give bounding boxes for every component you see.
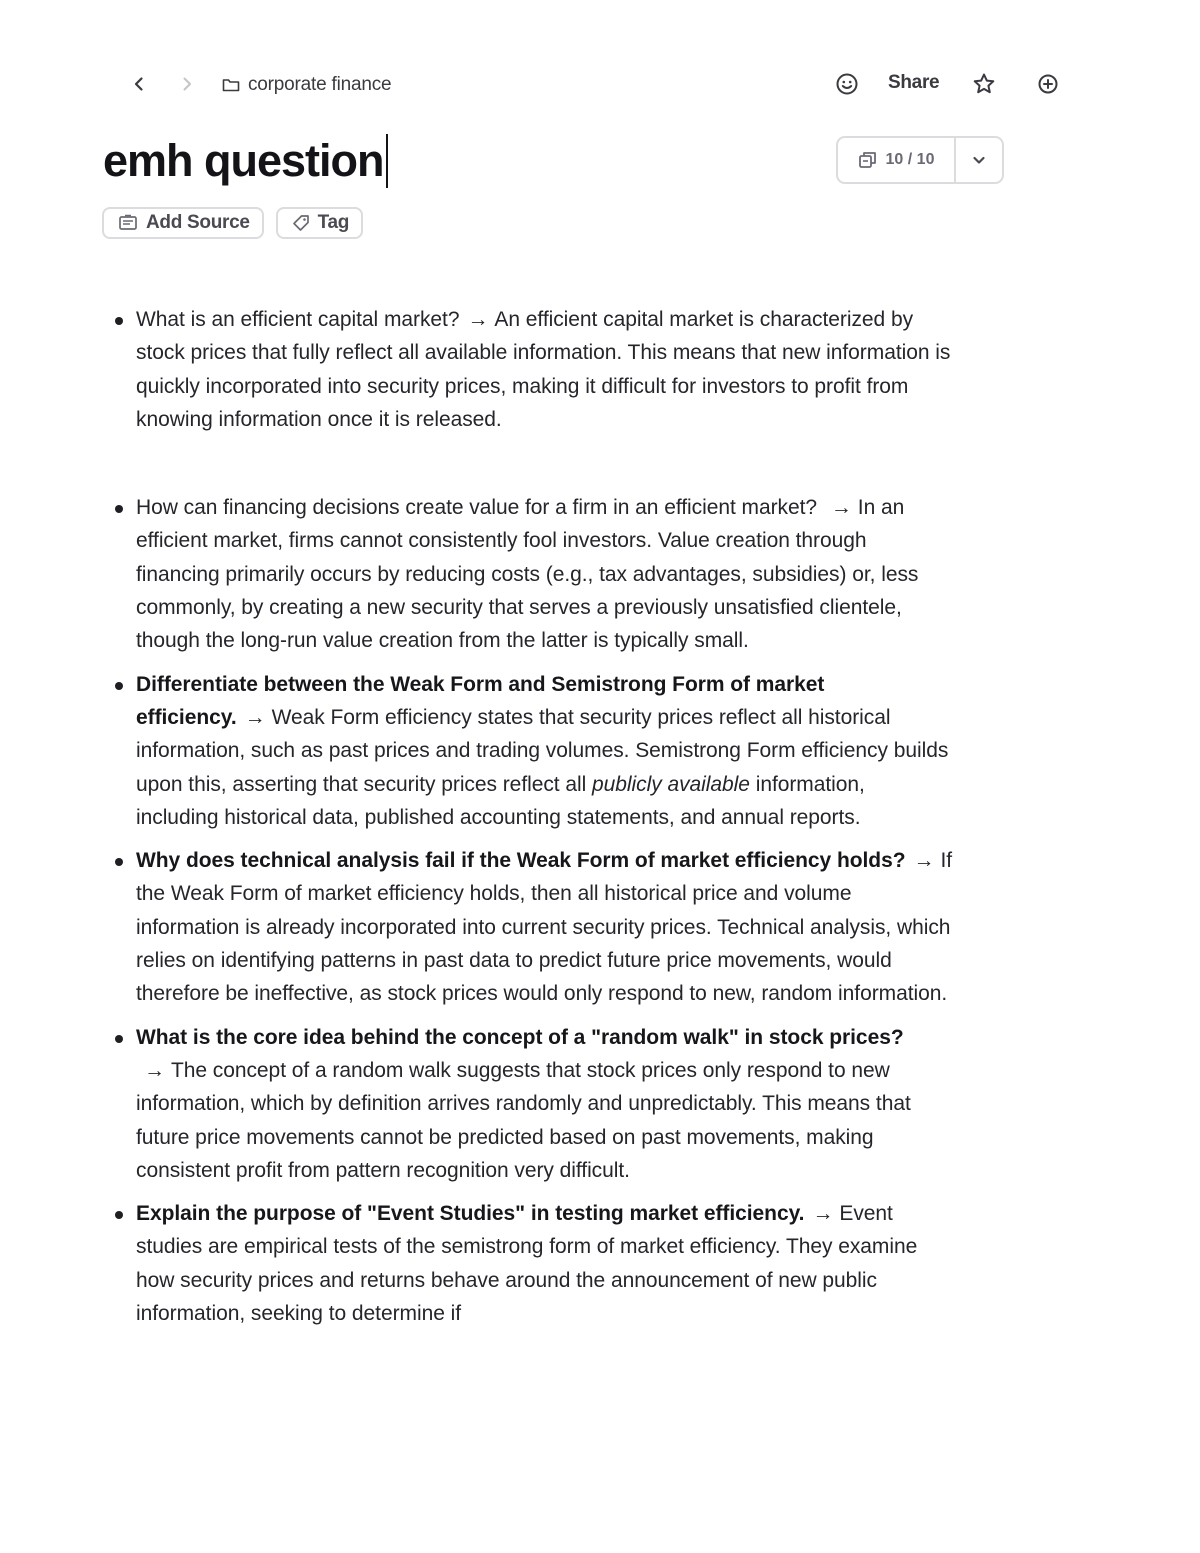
folder-icon xyxy=(222,77,240,93)
card-counter-button[interactable] xyxy=(838,138,954,182)
source-icon xyxy=(118,214,138,232)
list-item[interactable] xyxy=(112,668,952,834)
arrow-icon: → xyxy=(144,1058,165,1082)
chip-row xyxy=(102,207,363,239)
page-title-text[interactable]: emh question xyxy=(103,135,384,186)
arrow-icon: → xyxy=(830,496,852,520)
answer-text: The concept of a random walk suggests that stock prices only respond to new information, which by definition arrives randomly and unpredictably. This means that future price movements cannot be predicted based on past movements, making consistent profit from pattern recognition very difficult. xyxy=(136,1058,911,1182)
smiley-icon xyxy=(835,72,859,96)
answer-text: Event studies are empirical tests of the semistrong form of market efficiency. They examine how security prices and returns behave around the announcement of new public information, seeking to determine if xyxy=(136,1202,918,1326)
list-item[interactable] xyxy=(112,1197,952,1330)
back-button[interactable] xyxy=(125,70,153,98)
breadcrumb[interactable] xyxy=(222,72,391,98)
star-icon xyxy=(972,72,996,96)
add-source-label: Add Source xyxy=(146,212,250,233)
card-counter-label: 10 / 10 xyxy=(885,151,935,168)
list-item[interactable] xyxy=(112,1021,952,1187)
chevron-left-icon xyxy=(131,76,147,92)
page-title[interactable] xyxy=(103,134,388,188)
arrow-icon: → xyxy=(812,1202,834,1226)
share-button[interactable]: Share xyxy=(888,72,940,93)
arrow-icon: → xyxy=(913,849,935,873)
arrow-icon: → xyxy=(244,705,266,729)
answer-text: An efficient capital market is characterized by stock prices that fully reflect all available information. This means that new information is quickly incorporated into security prices, making it difficult for investors to profit from knowing information once it is released. xyxy=(136,308,951,431)
forward-button[interactable] xyxy=(173,70,201,98)
emoji-button[interactable] xyxy=(833,70,861,98)
question-text: How can financing decisions create value for a firm in an efficient market? xyxy=(136,496,818,520)
answer-text: In an efficient market, firms cannot consistently fool investors. Value creation through financing primarily occurs by reducing costs (e.g., tax advantages, subsidies) or, less commonly, by creating a new security that serves a previously unsatisfied clientele, though the long-run value creation from the latter is typically small. xyxy=(136,496,919,653)
cards-icon xyxy=(858,151,878,169)
add-button[interactable] xyxy=(1034,70,1062,98)
tag-button[interactable] xyxy=(276,207,363,239)
answer-text: If the Weak Form of market efficiency holds, then all historical price and volume information is already incorporated into current security prices. Technical analysis, which relies on identifying patterns in past data to predict future price movements, would therefore be ineffective, as stock prices would only respond to new, random information. xyxy=(136,849,953,1006)
card-counter xyxy=(836,136,1004,184)
tag-icon xyxy=(292,214,310,232)
answer-text-end: information, including historical data, published accounting statements, and annual reports. xyxy=(136,772,865,829)
tag-label: Tag xyxy=(317,212,350,233)
top-bar xyxy=(0,64,1200,104)
arrow-icon: → xyxy=(467,308,489,331)
question-text: Differentiate between the Weak Form and Semistrong Form of market efficiency. xyxy=(136,672,825,729)
chevron-down-icon xyxy=(971,152,987,168)
add-source-button[interactable] xyxy=(102,207,264,239)
chevron-right-icon xyxy=(179,76,195,92)
text-cursor xyxy=(386,134,388,188)
add-circle-icon xyxy=(1036,72,1060,96)
list-item[interactable] xyxy=(112,844,952,1010)
question-text: Why does technical analysis fail if the Weak Form of market efficiency holds? xyxy=(136,849,906,873)
favorite-button[interactable] xyxy=(970,70,998,98)
note-content[interactable] xyxy=(112,303,952,1330)
list-item[interactable] xyxy=(112,303,952,436)
breadcrumb-label: corporate finance xyxy=(248,74,392,95)
answer-emphasis: publicly available xyxy=(592,772,750,796)
list-item[interactable] xyxy=(112,491,952,657)
qa-list xyxy=(112,303,952,1330)
answer-text: Weak Form efficiency states that security prices reflect all historical information, such as past prices and trading volumes. Semistrong Form efficiency builds upon this, asserting that security prices reflect all xyxy=(136,705,949,796)
question-text: What is the core idea behind the concept of a "random walk" in stock prices? xyxy=(136,1025,904,1049)
question-text: What is an efficient capital market? xyxy=(136,308,460,331)
counter-dropdown-button[interactable] xyxy=(956,138,1002,182)
question-text: Explain the purpose of "Event Studies" in testing market efficiency. xyxy=(136,1202,805,1226)
